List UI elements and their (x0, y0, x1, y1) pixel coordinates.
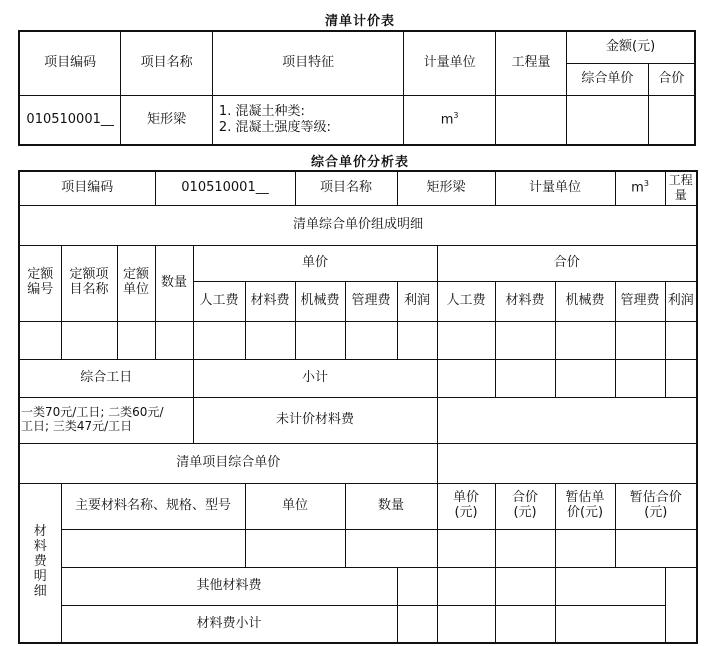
row-feature (212, 95, 403, 145)
header-quantity: 数量 (155, 245, 193, 321)
header-total: 合价 (648, 63, 695, 95)
unpriced-material-label: 未计价材料费 (193, 397, 437, 443)
header-quota-name: 定额项 目名称 (61, 245, 117, 321)
composition-header: 清单综合单价组成明细 (19, 205, 697, 245)
material-header-est-price: 暂估单 价(元) (555, 483, 615, 529)
code-label: 项目编码 (19, 171, 155, 205)
other-material-label: 其他材料费 (61, 567, 397, 605)
sub2-material: 材料费 (495, 281, 555, 321)
qty-label: 工程量 (665, 171, 697, 205)
material-header-total: 合价 (元) (495, 483, 555, 529)
subtotal-label: 小计 (193, 359, 437, 397)
row-composite-price (567, 95, 648, 145)
header-quota-no: 定额 编号 (19, 245, 61, 321)
material-header-name: 主要材料名称、规格、型号 (61, 483, 245, 529)
sub-material: 材料费 (245, 281, 295, 321)
sub2-machine: 机械费 (555, 281, 615, 321)
feature-line-2: 2. 混凝土强度等级: (218, 119, 331, 135)
sub2-labor: 人工费 (437, 281, 495, 321)
material-header-qty: 数量 (345, 483, 437, 529)
header-code: 项目编码 (19, 31, 121, 95)
feature-line-1: 1. 混凝土种类: (218, 103, 305, 119)
item-composite-price-label: 清单项目综合单价 (19, 443, 437, 483)
table1-title: 清单计价表 (324, 14, 395, 29)
sub2-management: 管理费 (615, 281, 665, 321)
header-total-price: 合价 (437, 245, 697, 281)
sub-profit: 利润 (397, 281, 437, 321)
code-value: 010510001__ (155, 171, 295, 205)
header-quantity: 工程量 (495, 31, 566, 95)
row-name: 矩形梁 (121, 95, 213, 145)
table2-title: 综合单价分析表 (310, 155, 409, 170)
material-header-price: 单价 (元) (437, 483, 495, 529)
material-header-unit: 单位 (245, 483, 345, 529)
material-detail-side-label: 材 料 费 明 细 (19, 483, 61, 643)
header-composite-price: 综合单价 (567, 63, 648, 95)
sub-management: 管理费 (345, 281, 397, 321)
header-unit-price: 单价 (193, 245, 437, 281)
header-amount: 金额(元) (567, 31, 695, 63)
header-feature: 项目特征 (212, 31, 403, 95)
sub-labor: 人工费 (193, 281, 245, 321)
name-label: 项目名称 (295, 171, 397, 205)
sub2-profit: 利润 (665, 281, 697, 321)
unit-price-analysis-table (18, 170, 698, 644)
sub-machine: 机械费 (295, 281, 345, 321)
header-quota-unit: 定额 单位 (117, 245, 155, 321)
row-code: 010510001__ (19, 95, 121, 145)
material-subtotal-label: 材料费小计 (61, 605, 397, 643)
row-quantity (495, 95, 566, 145)
material-header-est-total: 暂估合价 (元) (615, 483, 697, 529)
name-value: 矩形梁 (397, 171, 495, 205)
table-row (19, 321, 697, 359)
wage-rate-note: 一类70元/工日; 二类60元/ 工日; 三类47元/工日 (19, 397, 193, 443)
unit-label: 计量单位 (495, 171, 615, 205)
row-unit: $m^3$ (404, 95, 496, 145)
row-total (648, 95, 695, 145)
header-unit: 计量单位 (404, 31, 496, 95)
table-row (19, 529, 697, 567)
labor-day-label: 综合工日 (19, 359, 193, 397)
unit-value: $m^3$ (615, 171, 665, 205)
bill-pricing-table (18, 30, 696, 146)
header-name: 项目名称 (121, 31, 213, 95)
